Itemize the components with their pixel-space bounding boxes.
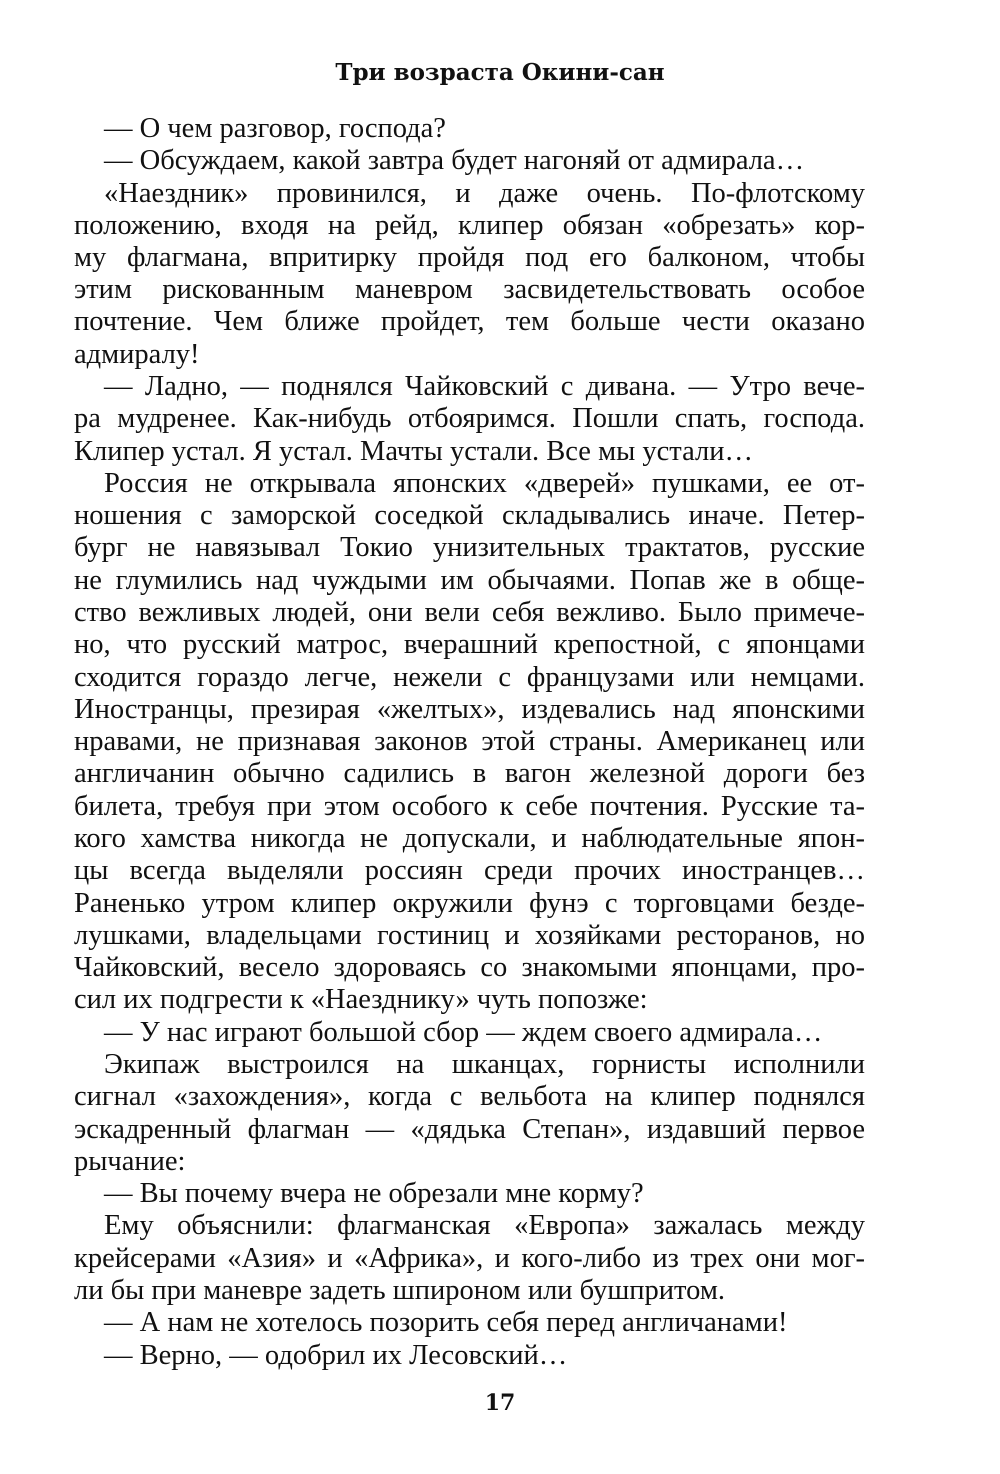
- text-line: — Верно, — одобрил их Лесовский…: [104, 1340, 568, 1371]
- text-line: — О чем разговор, господа?: [104, 113, 446, 144]
- text-line: — А нам не хотелось позорить себя перед англичанами!: [104, 1307, 788, 1338]
- text-line: «Наездник» провинился, и даже очень. По-флотскому: [104, 178, 865, 209]
- text-line: — Обсуждаем, какой завтра будет нагоняй от адмирала…: [104, 145, 805, 176]
- text-line: почтение. Чем ближе пройдет, тем больше чести оказано: [74, 306, 865, 337]
- text-line: му флагмана, впритирку пройдя под его балконом, чтобы: [74, 242, 865, 273]
- text-line: ра мудренее. Как-нибудь отбояримся. Пошли спать, господа.: [74, 403, 865, 434]
- text-line: Россия не открывала японских «дверей» пушками, ее от-: [104, 468, 865, 499]
- text-line: Чайковский, весело здороваясь со знакомыми японцами, про-: [74, 952, 865, 983]
- text-line: — Вы почему вчера не обрезали мне корму?: [104, 1178, 644, 1209]
- text-line: нравами, не признавая законов этой страны. Американец или: [74, 726, 865, 757]
- text-line: сигнал «захождения», когда с вельбота на клипер поднялся: [74, 1081, 865, 1112]
- text-line: этим рискованным маневром засвидетельствовать особое: [74, 274, 865, 305]
- text-line: Ему объяснили: флагманская «Европа» зажалась между: [104, 1210, 865, 1241]
- text-line: — У нас играют большой сбор — ждем своего адмирала…: [104, 1017, 823, 1048]
- text-line: ношения с заморской соседкой складывались иначе. Петер-: [74, 500, 865, 531]
- page-number: 17: [484, 1390, 516, 1416]
- text-line: Клипер устал. Я устал. Мачты устали. Все мы устали…: [74, 436, 753, 467]
- text-line: лушками, владельцами гостиниц и хозяйками ресторанов, но: [74, 920, 865, 951]
- running-header: Три возраста Окини-сан: [335, 59, 665, 86]
- text-line: адмиралу!: [74, 339, 200, 370]
- text-line: крейсерами «Азия» и «Африка», и кого-либо из трех они мог-: [74, 1243, 865, 1274]
- text-line: Иностранцы, презирая «желтых», издевались над японскими: [74, 694, 865, 725]
- text-line: бург не навязывал Токио унизительных трактатов, русские: [74, 532, 865, 563]
- text-line: но, что русский матрос, вчерашний крепостной, с японцами: [74, 629, 865, 660]
- text-line: билета, требуя при этом особого к себе почтения. Русские та-: [74, 791, 865, 822]
- text-line: — Ладно, — поднялся Чайковский с дивана. — Утро вече-: [104, 371, 865, 402]
- text-line: рычание:: [74, 1146, 186, 1177]
- text-line: сходится гораздо легче, нежели с французами или немцами.: [74, 662, 865, 693]
- text-line: не глумились над чуждыми им обычаями. Попав же в обще-: [74, 565, 865, 596]
- text-line: Экипаж выстроился на шканцах, горнисты исполнили: [104, 1049, 865, 1080]
- text-line: ли бы при маневре задеть шпироном или бушпритом.: [74, 1275, 725, 1306]
- text-line: кого хамства никогда не допускали, и наблюдательные япон-: [74, 823, 865, 854]
- text-line: ство вежливых людей, они вели себя вежливо. Было примече-: [74, 597, 865, 628]
- text-line: сил их подгрести к «Наезднику» чуть попозже:: [74, 984, 648, 1015]
- text-line: эскадренный флагман — «дядька Степан», издавший первое: [74, 1114, 865, 1145]
- text-line: цы всегда выделяли россиян среди прочих иностранцев…: [74, 855, 865, 886]
- text-line: положению, входя на рейд, клипер обязан «обрезать» кор-: [74, 210, 865, 241]
- text-line: англичанин обычно садились в вагон железной дороги без: [74, 758, 865, 789]
- text-line: Раненько утром клипер окружили фунэ с торговцами безде-: [74, 888, 865, 919]
